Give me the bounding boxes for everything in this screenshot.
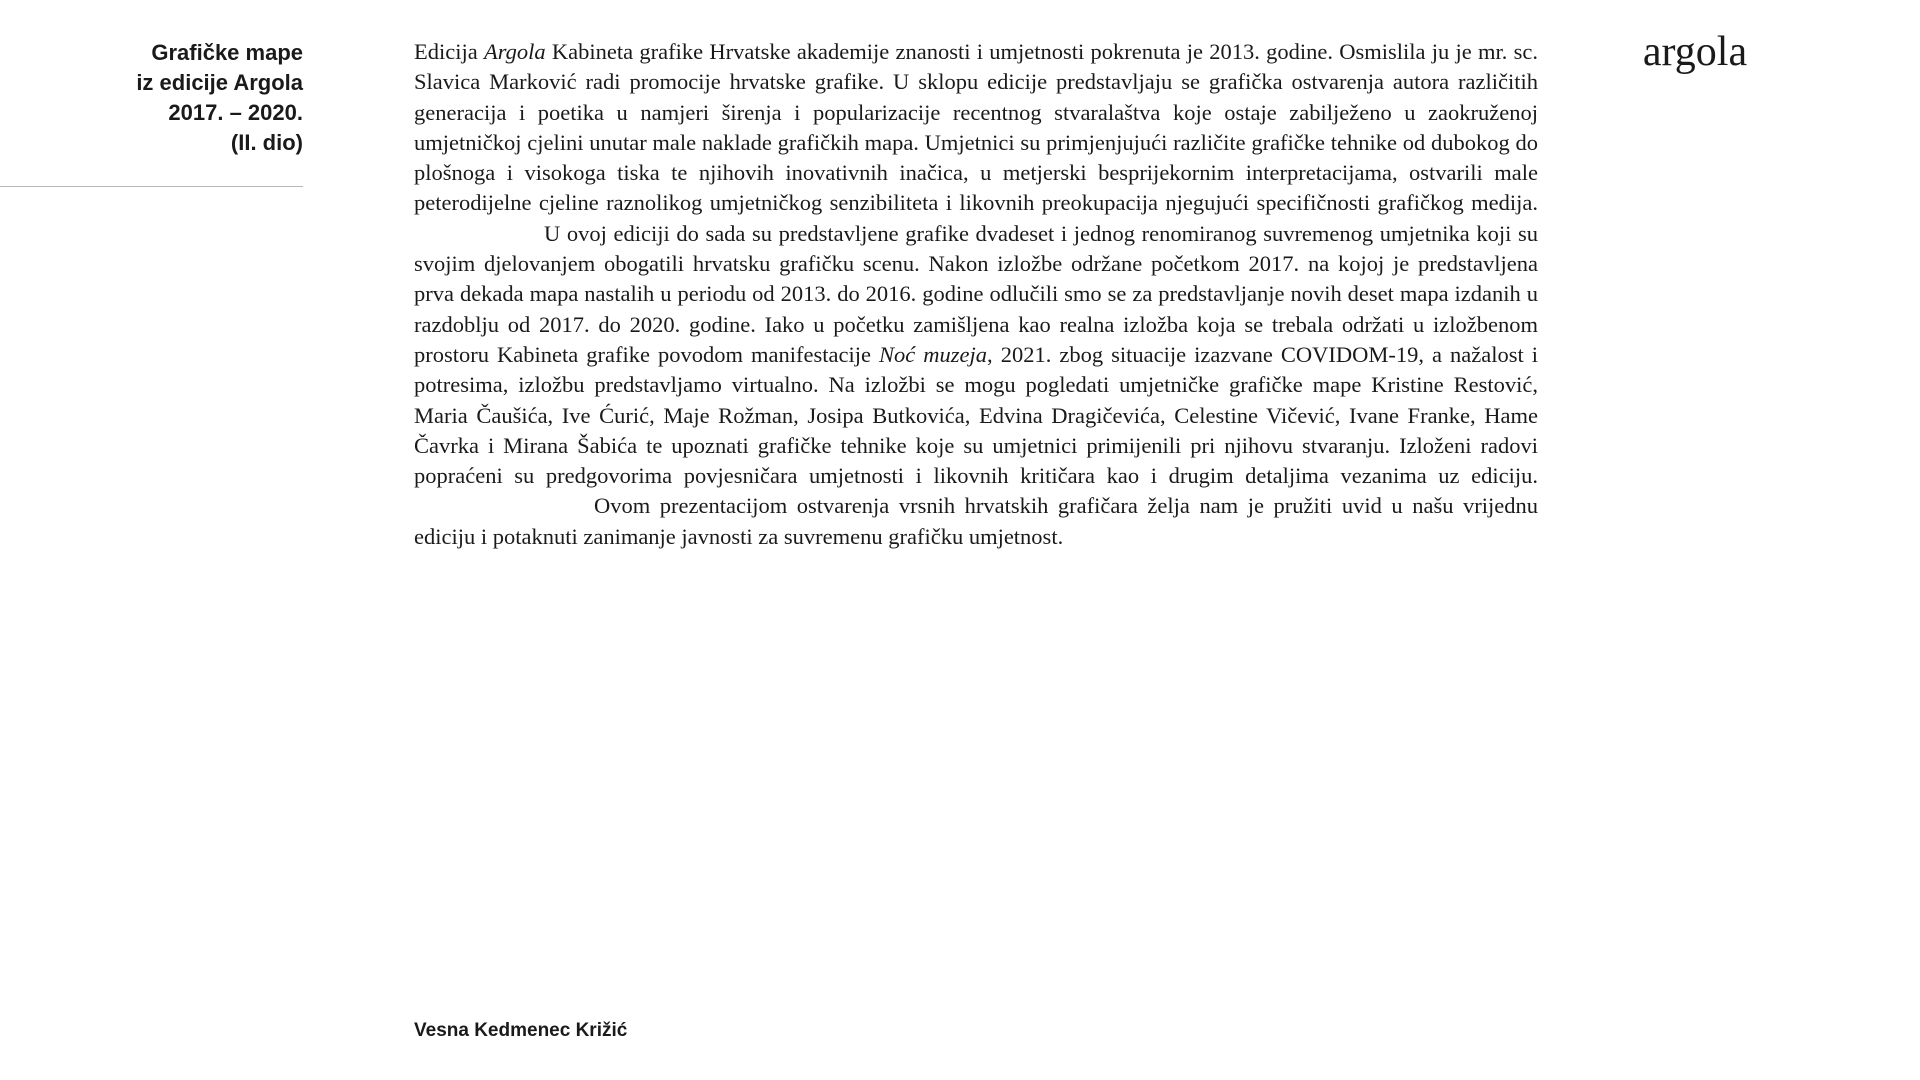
side-title <box>0 38 303 158</box>
text-segment: Ovom prezentacijom ostvarenja vrsnih hrvatskih grafičara želja nam je pružiti uvid u našu vrijednu ediciju i potaknuti zanimanje javnosti za suvremenu grafičku umjetnost. <box>414 493 1538 549</box>
text-segment: Edicija <box>414 39 484 64</box>
text-segment: U ovoj ediciji do sada su predstavljene grafike dvadeset i jednog renomiranog suvremenog umjetnika koji su svojim djelovanjem obogatili hrvatsku grafičku scenu. Nakon izložbe održane početkom 2017. na kojoj je predstavljena prva dekada mapa nastalih u periodu od 2013. do 2016. godine odlučili smo se za predstavljanje novih deset mapa izdanih u razdoblju od 2017. do 2020. godine. Iako u početku zamišljena kao realna izložba koja se trebala održati u izložbenom prostoru Kabineta grafike povodom manifestacije <box>414 220 1538 367</box>
event-name: Noć muzeja <box>879 341 988 367</box>
divider <box>0 186 303 187</box>
side-title-line: Grafičke mape <box>151 40 303 65</box>
text-segment: , 2021. zbog situacije izazvane COVIDOM-19, a nažalost i potresima, izložbu predstavljamo virtualno. Na izložbi se mogu pogledati umjetničke grafičke mape Kristine Restović, Maria Čaušića, Ive Ćurić, Maje Rožman, Josipa Butkovića, Edvina Dragičevića, Celestine Vičević, Ivane Franke, Hame Čavrka i Mirana Šabića te upoznati grafičke tehnike koje su umjetnici primijenili pri njihovu stvaranju. Izloženi radovi popraćeni su predgovorima povjesničara umjetnosti i likovnih kritičara kao i drugim detaljima vezanima uz ediciju. <box>414 341 1539 489</box>
brand-logo: argola <box>1642 29 1748 75</box>
article-body <box>414 37 1538 552</box>
side-title-line: 2017. – 2020. <box>168 100 303 125</box>
text-segment: Kabineta grafike Hrvatske akademije znanosti i umjetnosti pokrenuta je 2013. godine. Osmislila ju je mr. sc. Slavica Marković radi promocije hrvatske grafike. U sklopu edicije predstavljaju se grafička ostvarenja autora različitih generacija i poetika u namjeri širenja i popularizacije recentnog stvaralaštva koje ostaje zabilježeno u zaokruženoj umjetničkoj cjelini unutar male naklade grafičkih mapa. Umjetnici su primjenjujući različite grafičke tehnike od dubokog do plošnoga i visokoga tiska te njihovih inovativnih inačica, u metjerski besprijekornim interpretacijama, ostvarili male peterodijelne cjeline raznolikog umjetničkog senzibiliteta i likovnih preokupacija njegujući specifičnosti grafičkog medija. <box>414 39 1538 216</box>
side-title-line: (II. dio) <box>230 130 303 155</box>
author-name: Vesna Kedmenec Križić <box>414 1020 628 1041</box>
side-title-line: iz edicije Argola <box>136 70 303 95</box>
edition-name: Argola <box>483 39 546 64</box>
